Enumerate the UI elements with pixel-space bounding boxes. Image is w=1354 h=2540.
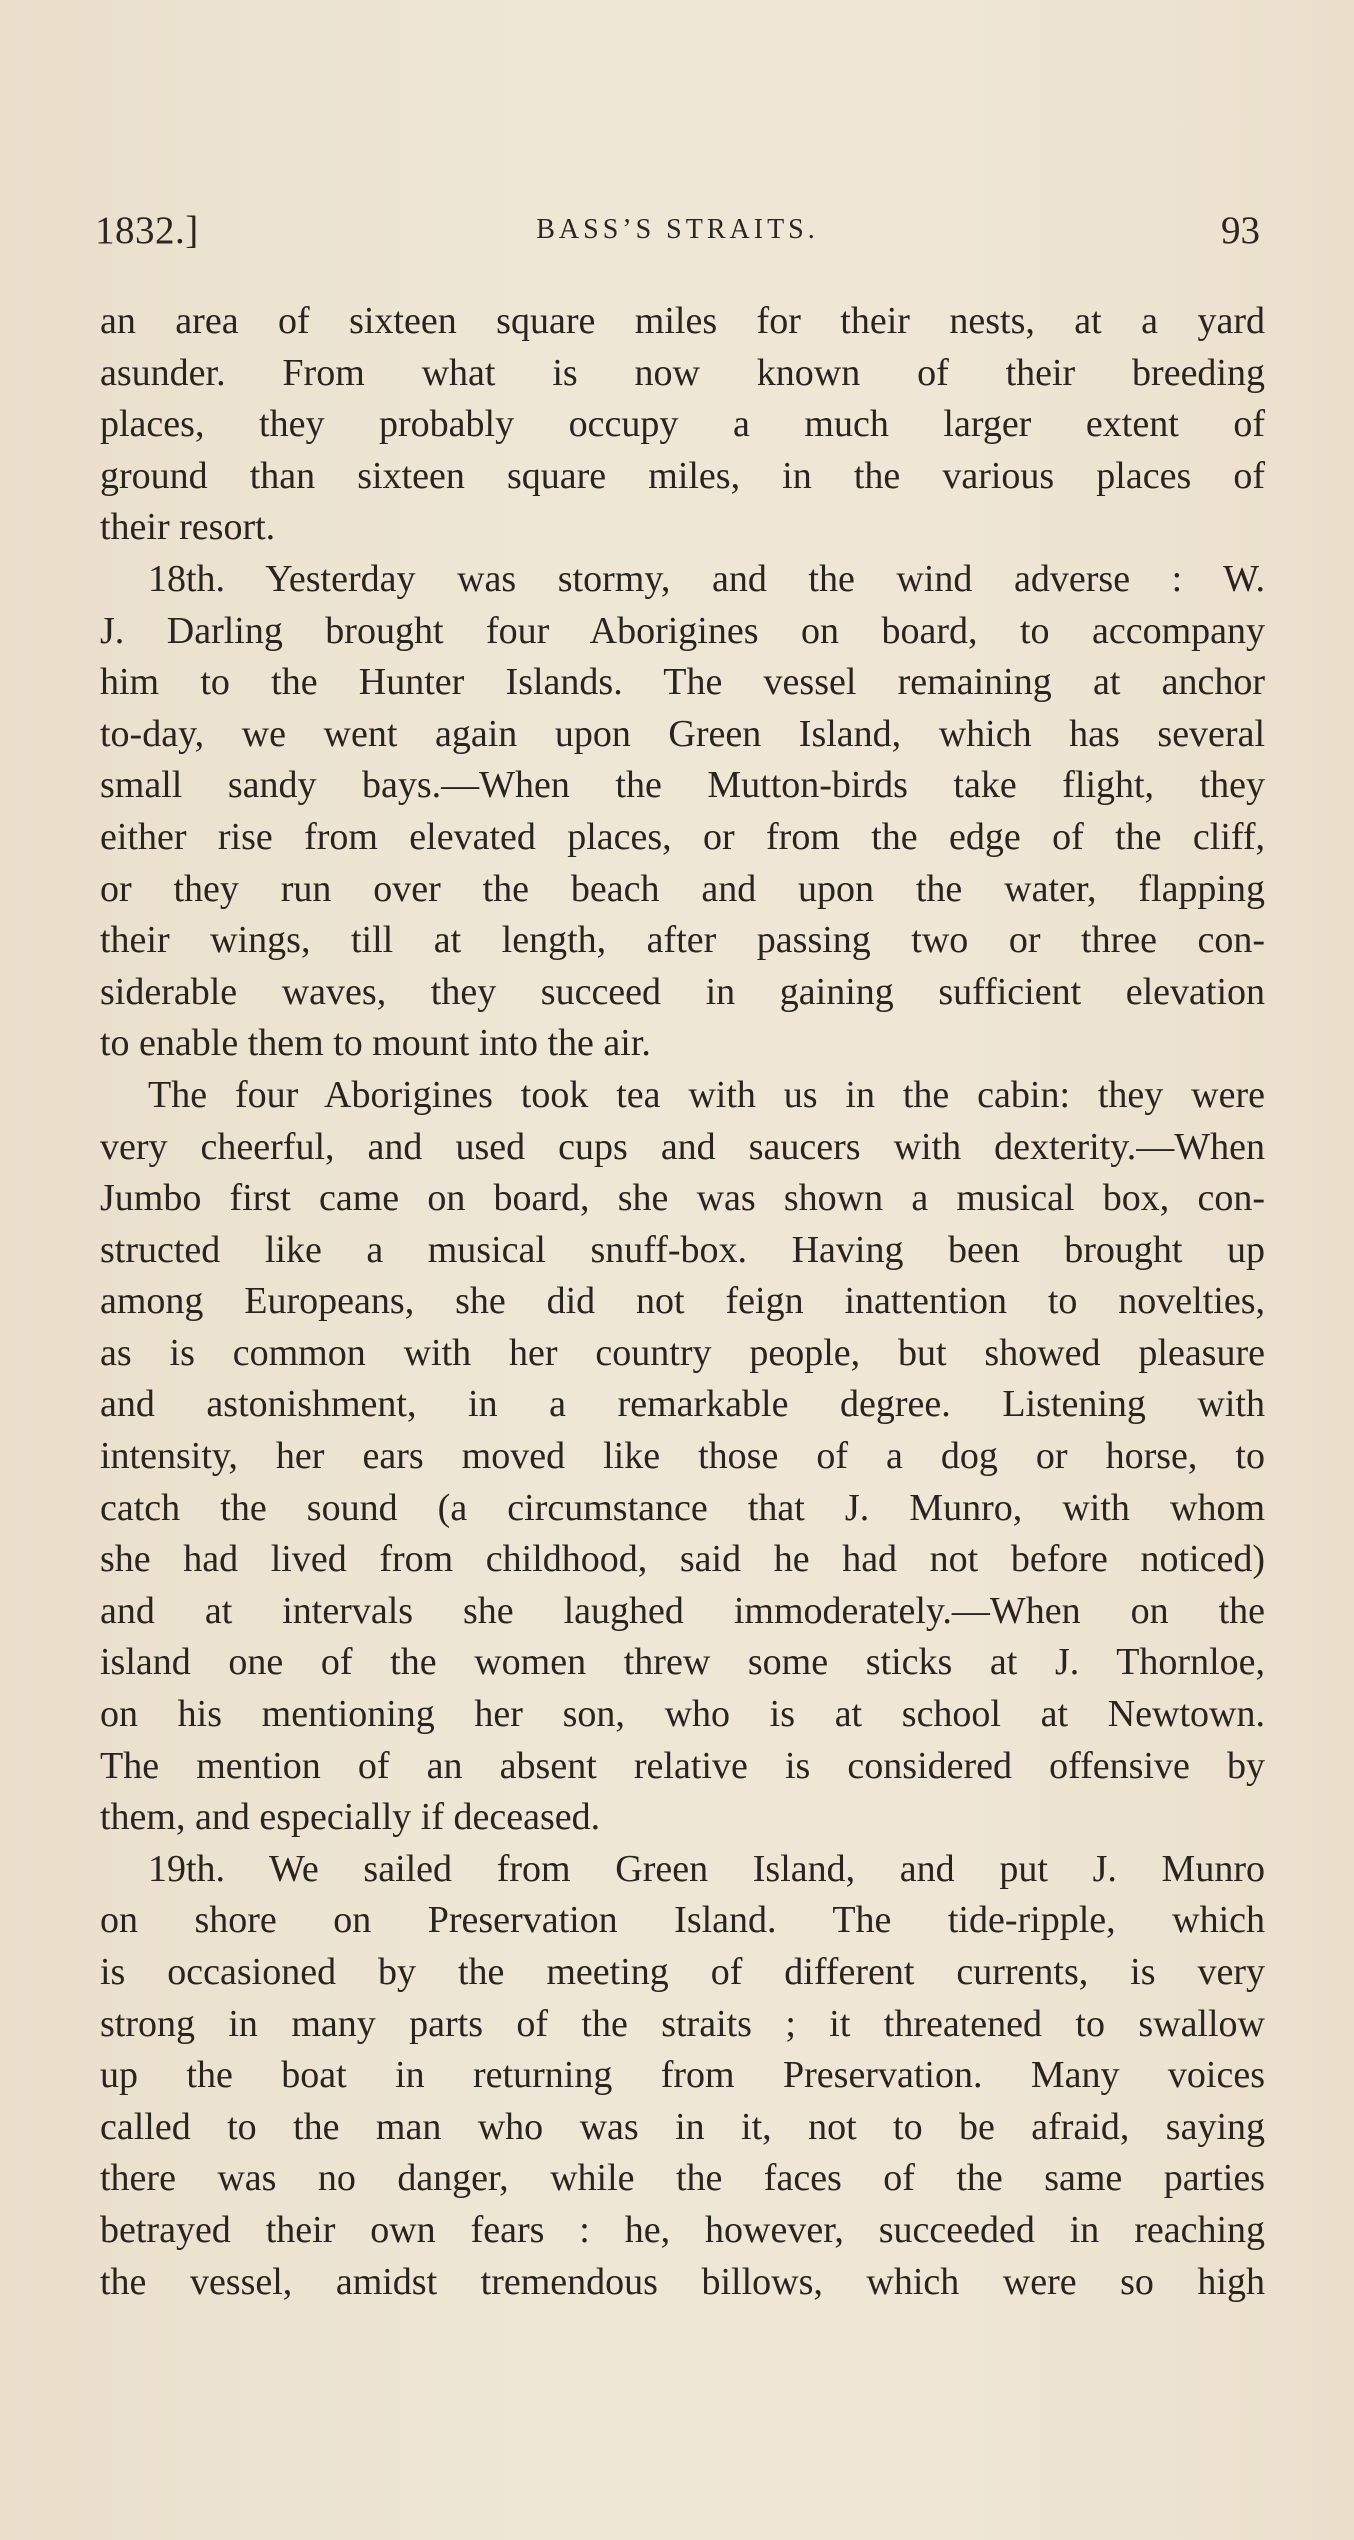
text-line: small sandy bays.—When the Mutton-birds take flight, they <box>100 764 1265 807</box>
text-line: either rise from elevated places, or from the edge of the cliff, <box>100 815 1265 858</box>
text-line: the vessel, amidst tremendous billows, which were so high <box>100 2260 1265 2303</box>
text-line: their resort. <box>100 506 276 549</box>
text-line: them, and especially if deceased. <box>100 1796 601 1839</box>
page-number: 93 <box>1221 209 1260 252</box>
text-line: is occasioned by the meeting of different currents, is very <box>100 1951 1265 1993</box>
text-line: strong in many parts of the straits ; it threatened to swallow <box>100 2002 1265 2045</box>
text-line: intensity, her ears moved like those of a dog or horse, to <box>100 1435 1265 1478</box>
text-line: ground than sixteen square miles, in the various places of <box>100 454 1265 497</box>
text-line: on his mentioning her son, who is at school at Newtown. <box>100 1693 1265 1736</box>
header-year: 1832.] <box>95 209 199 252</box>
text-line: catch the sound (a circumstance that J. Munro, with whom <box>100 1486 1265 1529</box>
text-line: to-day, we went again upon Green Island, which has several <box>100 712 1265 755</box>
text-line: on shore on Preservation Island. The tide-ripple, which <box>100 1899 1265 1942</box>
text-line: betrayed their own fears : he, however, succeeded in reaching <box>100 2208 1265 2251</box>
text-line: very cheerful, and used cups and saucers with dexterity.—When <box>100 1125 1265 1168</box>
text-line: siderable waves, they succeed in gaining sufficient elevation <box>100 970 1265 1013</box>
text-line: she had lived from childhood, said he had not before noticed) <box>100 1538 1265 1581</box>
text-line: to enable them to mount into the air. <box>100 1022 651 1065</box>
text-line: called to the man who was in it, not to be afraid, saying <box>100 2105 1265 2148</box>
text-line: or they run over the beach and upon the water, flapping <box>100 867 1265 910</box>
text-line: up the boat in returning from Preservation. Many voices <box>100 2054 1265 2097</box>
text-line: Jumbo first came on board, she was shown a musical box, con- <box>100 1177 1265 1220</box>
body-text <box>100 296 1265 2308</box>
text-line: among Europeans, she did not feign inattention to novelties, <box>100 1280 1265 1323</box>
text-line: J. Darling brought four Aborigines on board, to accompany <box>100 609 1265 652</box>
text-line: 19th. We sailed from Green Island, and put J. Munro <box>148 1847 1265 1890</box>
text-line: 18th. Yesterday was stormy, and the wind adverse : W. <box>148 557 1265 600</box>
text-line: and astonishment, in a remarkable degree. Listening with <box>100 1383 1265 1426</box>
text-line: The mention of an absent relative is considered offensive by <box>100 1744 1265 1787</box>
text-line: island one of the women threw some sticks at J. Thornloe, <box>100 1641 1265 1684</box>
text-line: as is common with her country people, but showed pleasure <box>100 1331 1265 1374</box>
text-line: there was no danger, while the faces of the same parties <box>100 2157 1265 2200</box>
text-line: The four Aborigines took tea with us in the cabin: they were <box>148 1073 1265 1116</box>
text-line: asunder. From what is now known of their breeding <box>100 351 1265 394</box>
text-line: their wings, till at length, after passing two or three con- <box>100 919 1265 962</box>
text-line: an area of sixteen square miles for their nests, at a yard <box>100 300 1265 342</box>
header-title: BASS’S STRAITS. <box>536 214 819 245</box>
text-line: places, they probably occupy a much larger extent of <box>100 403 1265 446</box>
text-line: him to the Hunter Islands. The vessel remaining at anchor <box>100 661 1265 704</box>
text-line: and at intervals she laughed immoderately.—When on the <box>100 1589 1265 1632</box>
text-line: structed like a musical snuff-box. Having been brought up <box>100 1228 1265 1271</box>
running-header <box>95 208 1260 268</box>
